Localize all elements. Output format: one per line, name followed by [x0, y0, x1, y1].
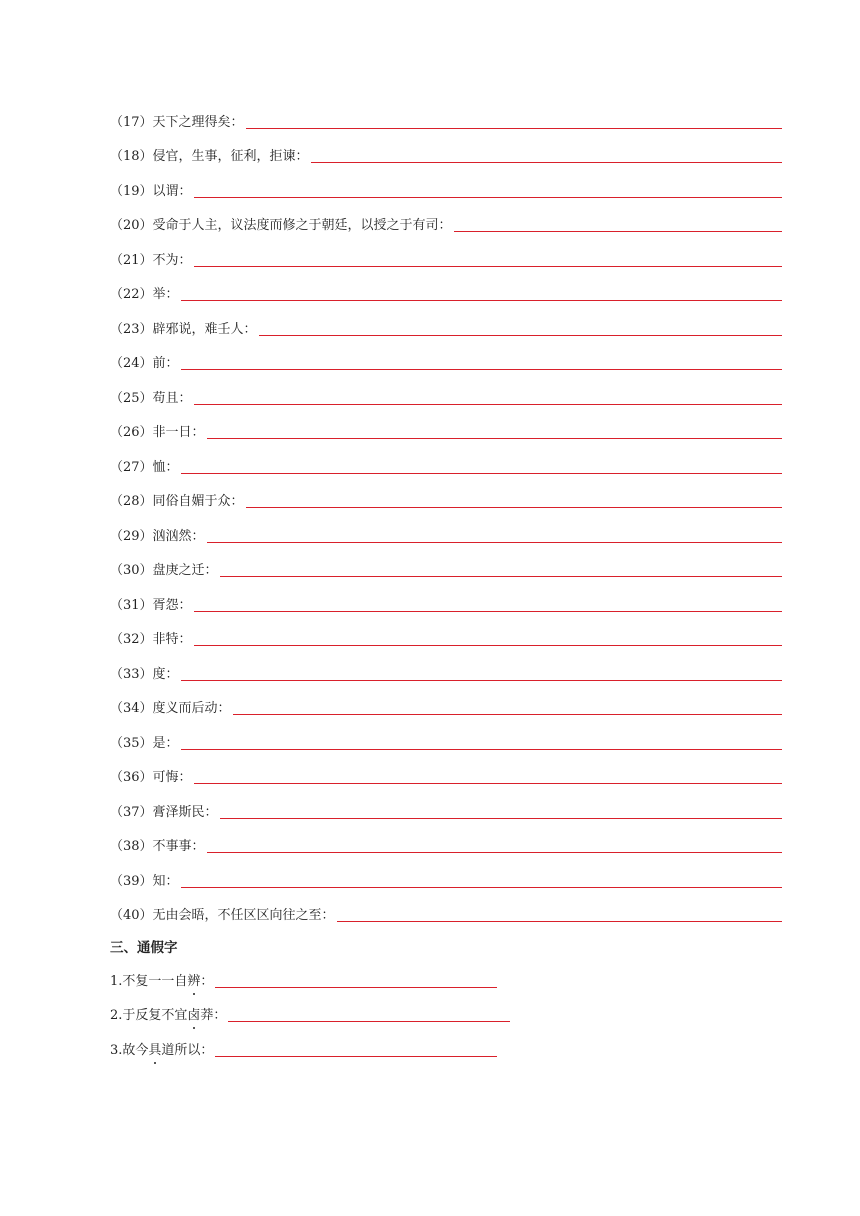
answer-line[interactable] — [233, 714, 782, 715]
question-number: （26） — [110, 425, 153, 440]
question-number: （24） — [110, 356, 153, 371]
answer-line[interactable] — [259, 335, 782, 336]
tongjia-item-1 — [110, 970, 497, 990]
emphasis-char: 辨 — [187, 974, 201, 989]
answer-line[interactable] — [194, 645, 782, 646]
question-text: 前： — [152, 356, 179, 371]
question-text: 不事事： — [152, 839, 205, 854]
question-number: （38） — [110, 839, 153, 854]
tongjia-before: 2.于反复不宜 — [110, 1008, 188, 1023]
tongjia-after: 道所以： — [161, 1043, 214, 1058]
question-number: （19） — [110, 184, 153, 199]
answer-line[interactable] — [181, 887, 782, 888]
question-text: 天下之理得矣： — [152, 115, 244, 130]
question-text: 无由会晤，不任区区向往之至： — [152, 908, 335, 923]
question-29 — [110, 525, 782, 545]
answer-line[interactable] — [194, 611, 782, 612]
tongjia-item-3 — [110, 1039, 497, 1059]
question-number: （39） — [110, 874, 153, 889]
question-number: （23） — [110, 322, 153, 337]
emphasis-char: 卤 — [187, 1008, 201, 1023]
answer-line[interactable] — [194, 783, 782, 784]
question-40 — [110, 904, 782, 924]
answer-line[interactable] — [181, 680, 782, 681]
question-number: （17） — [110, 115, 153, 130]
question-text: 以谓： — [152, 184, 192, 199]
answer-line[interactable] — [215, 987, 497, 988]
question-text: 可悔： — [152, 770, 192, 785]
question-number: （29） — [110, 529, 153, 544]
answer-line[interactable] — [207, 438, 782, 439]
question-37 — [110, 801, 782, 821]
question-text: 受命于人主，议法度而修之于朝廷，以授之于有司： — [152, 218, 452, 233]
answer-line[interactable] — [194, 266, 782, 267]
question-text: 度： — [152, 667, 179, 682]
question-26 — [110, 421, 782, 441]
question-number: （22） — [110, 287, 153, 302]
answer-line[interactable] — [181, 300, 782, 301]
question-33 — [110, 663, 782, 683]
question-number: （21） — [110, 253, 153, 268]
question-text: 度义而后动： — [152, 701, 231, 716]
answer-line[interactable] — [337, 921, 782, 922]
answer-line[interactable] — [215, 1056, 497, 1057]
question-23 — [110, 318, 782, 338]
question-text: 恤： — [152, 460, 179, 475]
question-text: 同俗自媚于众： — [152, 494, 244, 509]
answer-line[interactable] — [228, 1021, 510, 1022]
question-text: 苟且： — [152, 391, 192, 406]
tongjia-text — [110, 974, 213, 990]
question-text: 盘庚之迁： — [152, 563, 218, 578]
question-text: 举： — [152, 287, 179, 302]
question-text: 非一日： — [152, 425, 205, 440]
question-22 — [110, 283, 782, 303]
question-36 — [110, 766, 782, 786]
answer-line[interactable] — [246, 507, 782, 508]
question-text: 是： — [152, 736, 179, 751]
answer-line[interactable] — [181, 369, 782, 370]
question-27 — [110, 456, 782, 476]
answer-line[interactable] — [220, 818, 782, 819]
answer-line[interactable] — [246, 128, 782, 129]
question-39 — [110, 870, 782, 890]
question-number: （34） — [110, 701, 153, 716]
section-heading: 三、通假字 — [110, 940, 178, 956]
question-number: （31） — [110, 598, 153, 613]
question-30 — [110, 559, 782, 579]
question-number: （36） — [110, 770, 153, 785]
question-32 — [110, 628, 782, 648]
tongjia-text — [110, 1043, 213, 1059]
question-35 — [110, 732, 782, 752]
answer-line[interactable] — [194, 404, 782, 405]
question-number: （28） — [110, 494, 153, 509]
answer-line[interactable] — [207, 852, 782, 853]
question-25 — [110, 387, 782, 407]
tongjia-before: 1.不复一一自 — [110, 974, 188, 989]
answer-line[interactable] — [311, 162, 782, 163]
question-21 — [110, 249, 782, 269]
tongjia-after: ： — [200, 974, 214, 989]
question-24 — [110, 352, 782, 372]
question-number: （25） — [110, 391, 153, 406]
question-number: （35） — [110, 736, 153, 751]
question-text: 知： — [152, 874, 179, 889]
answer-line[interactable] — [220, 576, 782, 577]
question-number: （37） — [110, 805, 153, 820]
tongjia-text — [110, 1008, 226, 1024]
emphasis-char: 具 — [148, 1043, 162, 1058]
question-number: （30） — [110, 563, 153, 578]
question-number: （27） — [110, 460, 153, 475]
question-text: 侵官，生事，征利，拒谏： — [152, 149, 309, 164]
question-text: 不为： — [152, 253, 192, 268]
question-18 — [110, 145, 782, 165]
question-text: 非特： — [152, 632, 192, 647]
question-number: （20） — [110, 218, 153, 233]
answer-line[interactable] — [207, 542, 782, 543]
answer-line[interactable] — [181, 749, 782, 750]
tongjia-item-2 — [110, 1004, 510, 1024]
question-20 — [110, 214, 782, 234]
question-number: （32） — [110, 632, 153, 647]
tongjia-after: 莽： — [200, 1008, 227, 1023]
question-number: （18） — [110, 149, 153, 164]
question-text: 汹汹然： — [152, 529, 205, 544]
question-17 — [110, 111, 782, 131]
question-text: 辟邪说，难壬人： — [152, 322, 257, 337]
question-38 — [110, 835, 782, 855]
question-34 — [110, 697, 782, 717]
question-19 — [110, 180, 782, 200]
question-text: 膏泽斯民： — [152, 805, 218, 820]
question-28 — [110, 490, 782, 510]
answer-line[interactable] — [454, 231, 782, 232]
question-number: （33） — [110, 667, 153, 682]
answer-line[interactable] — [194, 197, 782, 198]
question-number: （40） — [110, 908, 153, 923]
answer-line[interactable] — [181, 473, 782, 474]
question-text: 胥怨： — [152, 598, 192, 613]
question-31 — [110, 594, 782, 614]
tongjia-before: 3.故今 — [110, 1043, 149, 1058]
